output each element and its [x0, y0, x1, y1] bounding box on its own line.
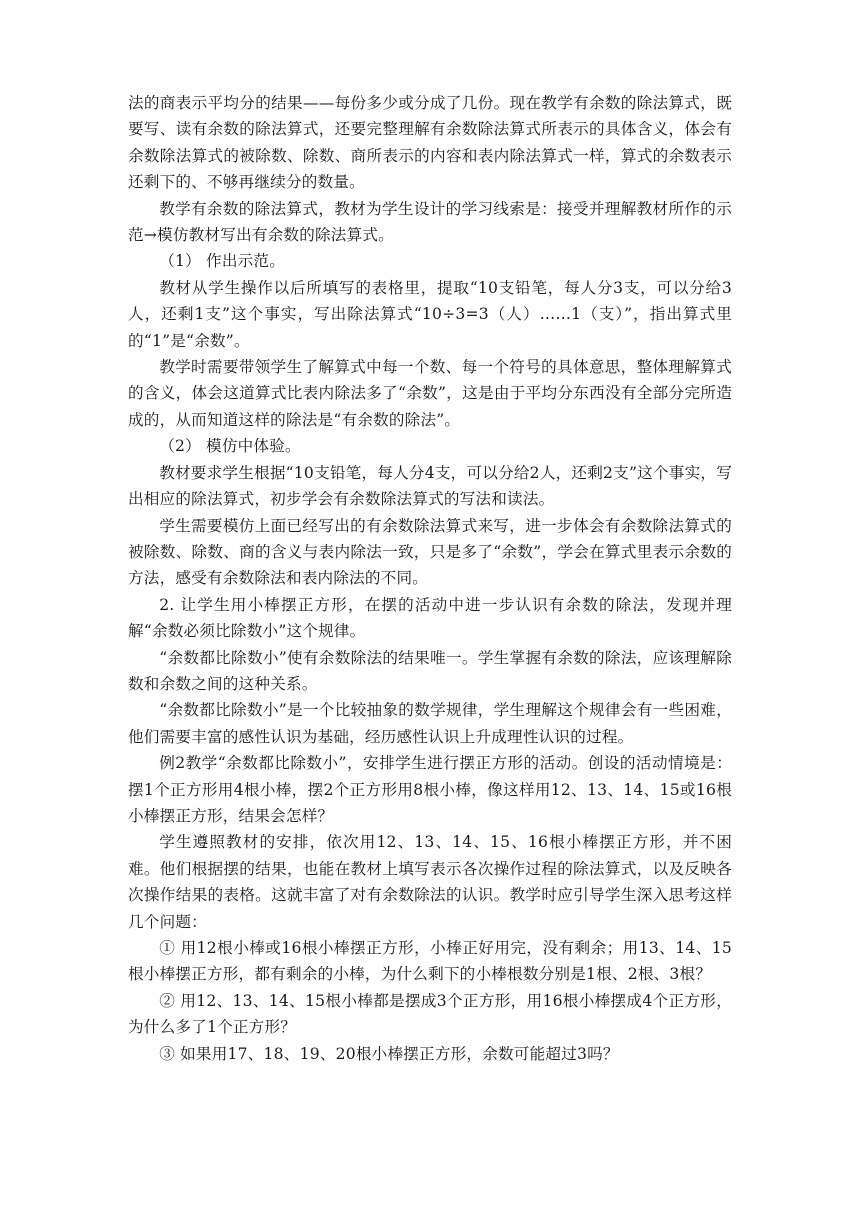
- paragraph-question-2: ② 用12、13、14、15根小棒都是摆成3个正方形，用16根小棒摆成4个正方形，为什么多了1个正方形？: [128, 991, 732, 1037]
- paragraph-imitation-experience: 学生需要模仿上面已经写出的有余数除法算式来写，进一步体会有余数除法算式的被除数、除数、商的含义与表内除法一致，只是多了“余数”，学会在算式里表示余数的方法，感受有余数除法和表内除法的不同。: [128, 516, 732, 588]
- paragraph-pencil-example: 教材从学生操作以后所填写的表格里，提取“10支铅笔，每人分3支，可以分给3人，还剩1支”这个事实，写出除法算式“10÷3=3（人）……1（支）”，指出算式里的“1”是“余数”。: [128, 278, 732, 350]
- document-page: [128, 90, 732, 1067]
- paragraph-learning-clue: 教学有余数的除法算式，教材为学生设计的学习线索是：接受并理解教材所作的示范→模仿教材写出有余数的除法算式。: [128, 199, 732, 245]
- paragraph-stick-activity: 2. 让学生用小棒摆正方形，在摆的活动中进一步认识有余数的除法，发现并理解“余数必须比除数小”这个规律。: [128, 595, 732, 641]
- paragraph-remainder-rule: “余数都比除数小”使有余数除法的结果唯一。学生掌握有余数的除法，应该理解除数和余数之间的这种关系。: [128, 648, 732, 693]
- paragraph-heading-imitation: （2） 模仿中体验。: [159, 437, 301, 456]
- paragraph-teaching-guidance: 教学时需要带领学生了解算式中每一个数、每一个符号的具体意思，整体理解算式的含义，体会这道算式比表内除法多了“余数”，这是由于平均分东西没有全部分完所造成的，从而知道这样的除法是“有余数的除法”。: [128, 358, 732, 429]
- paragraph-example-2: 例2教学“余数都比除数小”，安排学生进行摆正方形的活动。创设的活动情境是：摆1个正方形用4根小棒，摆2个正方形用8根小棒，像这样用12、13、14、15或16根小棒摆正方形，结果会怎样？: [128, 754, 732, 825]
- paragraph-question-1: ① 用12根小棒或16根小棒摆正方形，小棒正好用完，没有剩余；用13、14、15根小棒摆正方形，都有剩余的小棒，为什么剩下的小棒根数分别是1根、2根、3根？: [128, 939, 732, 984]
- paragraph-heading-demonstration: （1） 作出示范。: [159, 252, 286, 271]
- paragraph-student-activity: 学生遵照教材的安排，依次用12、13、14、15、16根小棒摆正方形，并不困难。他们根据摆的结果，也能在教材上填写表示各次操作过程的除法算式，以及反映各次操作结果的表格。这就丰富了对有余数除法的认识。教学时应引导学生深入思考这样几个问题：: [128, 833, 732, 931]
- paragraph-imitation-task: 教材要求学生根据“10支铅笔，每人分4支，可以分给2人，还剩2支”这个事实，写出相应的除法算式，初步学会有余数除法算式的写法和读法。: [128, 463, 732, 509]
- paragraph-intro-continuation: 法的商表示平均分的结果——每份多少或分成了几份。现在教学有余数的除法算式，既要写、读有余数的除法算式，还要完整理解有余数除法算式所表示的具体含义，体会有余数除法算式的被除数、除数、商所表示的内容和表内除法算式一样，算式的余数表示还剩下的、不够再继续分的数量。: [128, 94, 732, 192]
- paragraph-question-3: ③ 如果用17、18、19、20根小棒摆正方形，余数可能超过3吗？: [159, 1044, 619, 1063]
- paragraph-abstract-rule: “余数都比除数小”是一个比较抽象的数学规律，学生理解这个规律会有一些困难，他们需要丰富的感性认识为基础，经历感性认识上升成理性认识的过程。: [128, 701, 732, 746]
